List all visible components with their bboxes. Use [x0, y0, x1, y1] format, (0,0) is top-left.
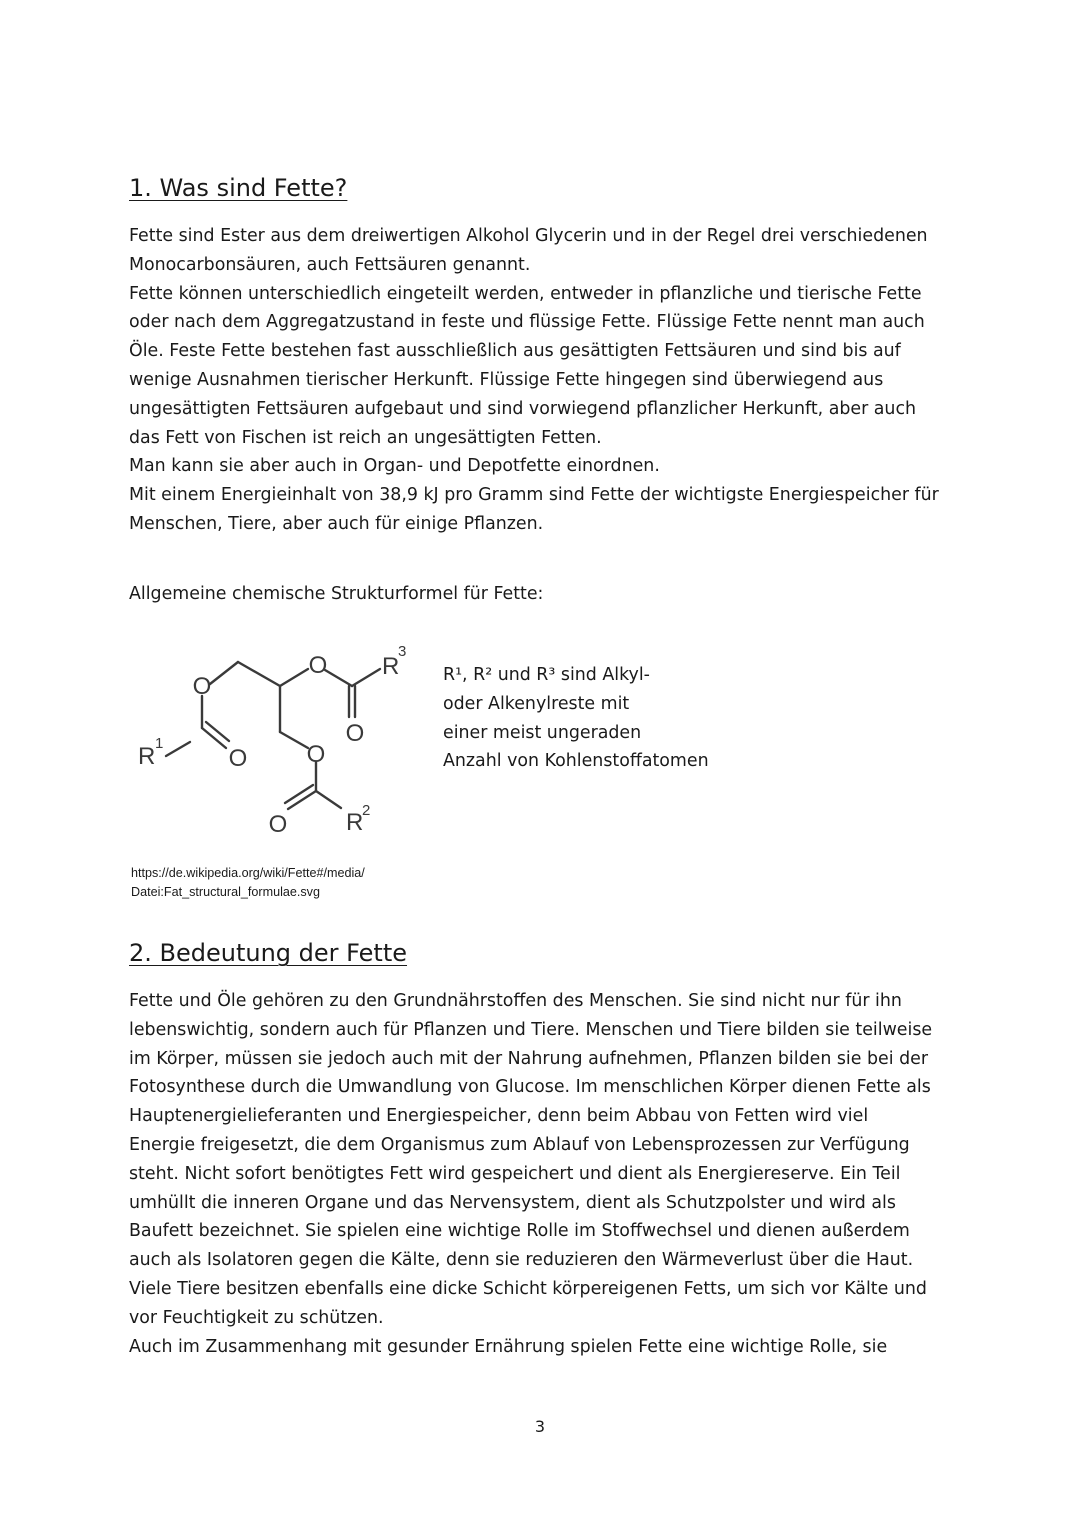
text-line: umhüllt die inneren Organe und das Nervensystem, dient als Schutzpolster und wird als [129, 1192, 896, 1213]
r3-superscript: 3 [398, 643, 407, 660]
text-line: oder Alkenylreste mit [443, 693, 630, 714]
oxygen-atom: O [268, 811, 288, 838]
page-number: 3 [534, 1417, 546, 1436]
source-line: https://de.wikipedia.org/wiki/Fette#/media/ [131, 866, 365, 880]
image-source [131, 864, 365, 902]
text-line: R¹, R² und R³ sind Alkyl- [443, 665, 650, 685]
text-line: Viele Tiere besitzen ebenfalls eine dicke Schicht körpereigenen Fetts, um sich vor Kälte und [129, 1278, 927, 1299]
text-line: Öle. Feste Fette bestehen fast ausschließlich aus gesättigten Fettsäuren und sind bis auf [129, 341, 901, 362]
oxygen-atom: O [228, 745, 248, 772]
text-line: Anzahl von Kohlenstoffatomen [443, 751, 709, 772]
residue-explanation [443, 661, 709, 776]
r3-label: R [382, 653, 400, 680]
fat-structural-formula [128, 634, 428, 844]
text-line: Hauptenergielieferanten und Energiespeicher, denn beim Abbau von Fetten wird viel [129, 1106, 869, 1127]
text-line: Fette sind Ester aus dem dreiwertigen Alkohol Glycerin und in der Regel drei verschiedenen [129, 226, 928, 246]
text-line: Fette können unterschiedlich eingeteilt werden, entweder in pflanzliche und tierische Fette [129, 283, 922, 304]
oxygen-atom: O [306, 741, 326, 768]
text-line: Energie freigesetzt, die dem Organismus zum Ablauf von Lebensprozessen zur Verfügung [129, 1134, 910, 1155]
r1-label: R [138, 743, 156, 770]
text-line: im Körper, müssen sie jedoch auch mit der Nahrung aufnehmen, Pflanzen bilden sie bei der [129, 1048, 928, 1069]
text-line: auch als Isolatoren gegen die Kälte, denn sie reduzieren den Wärmeverlust über die Haut. [129, 1250, 914, 1271]
structure-intro [129, 580, 969, 609]
source-line: Datei:Fat_structural_formulae.svg [131, 885, 320, 899]
r2-superscript: 2 [362, 802, 371, 819]
section-2-paragraph [129, 987, 969, 1361]
oxygen-atom: O [345, 720, 365, 747]
text-line: Allgemeine chemische Strukturformel für Fette: [129, 584, 544, 604]
text-line: Menschen, Tiere, aber auch für einige Pflanzen. [129, 513, 544, 534]
section-1-paragraph [129, 222, 969, 539]
text-line: Baufett bezeichnet. Sie spielen eine wichtige Rolle im Stoffwechsel und dienen außerdem [129, 1221, 910, 1242]
section-2-heading: 2. Bedeutung der Fette [129, 939, 408, 967]
text-line: Mit einem Energieinhalt von 38,9 kJ pro Gramm sind Fette der wichtigste Energiespeicher für [129, 485, 939, 506]
oxygen-atom: O [308, 652, 328, 679]
oxygen-atom: O [192, 673, 212, 700]
text-line: das Fett von Fischen ist reich an ungesättigten Fetten. [129, 427, 602, 448]
text-line: vor Feuchtigkeit zu schützen. [129, 1307, 384, 1328]
text-line: wenige Ausnahmen tierischer Herkunft. Flüssige Fette hingegen sind überwiegend aus [129, 369, 884, 390]
text-line: einer meist ungeraden [443, 722, 642, 743]
text-line: Auch im Zusammenhang mit gesunder Ernährung spielen Fette eine wichtige Rolle, sie [129, 1336, 888, 1357]
text-line: Fotosynthese durch die Umwandlung von Glucose. Im menschlichen Körper dienen Fette als [129, 1077, 931, 1098]
text-line: Monocarbonsäuren, auch Fettsäuren genannt. [129, 254, 531, 275]
text-line: steht. Nicht sofort benötigtes Fett wird gespeichert und dient als Energiereserve. Ein Teil [129, 1163, 901, 1184]
r2-label: R [346, 809, 364, 836]
text-line: ungesättigten Fettsäuren aufgebaut und sind vorwiegend pflanzlicher Herkunft, aber auch [129, 398, 917, 419]
text-line: oder nach dem Aggregatzustand in feste und flüssige Fette. Flüssige Fette nennt man auch [129, 312, 925, 333]
text-line: Fette und Öle gehören zu den Grundnährstoffen des Menschen. Sie sind nicht nur für ihn [129, 991, 902, 1011]
r1-superscript: 1 [155, 735, 164, 752]
section-1-heading: 1. Was sind Fette? [129, 174, 348, 202]
text-line: Man kann sie aber auch in Organ- und Depotfette einordnen. [129, 456, 660, 477]
text-line: lebenswichtig, sondern auch für Pflanzen und Tiere. Menschen und Tiere bilden sie teilweise [129, 1019, 933, 1040]
